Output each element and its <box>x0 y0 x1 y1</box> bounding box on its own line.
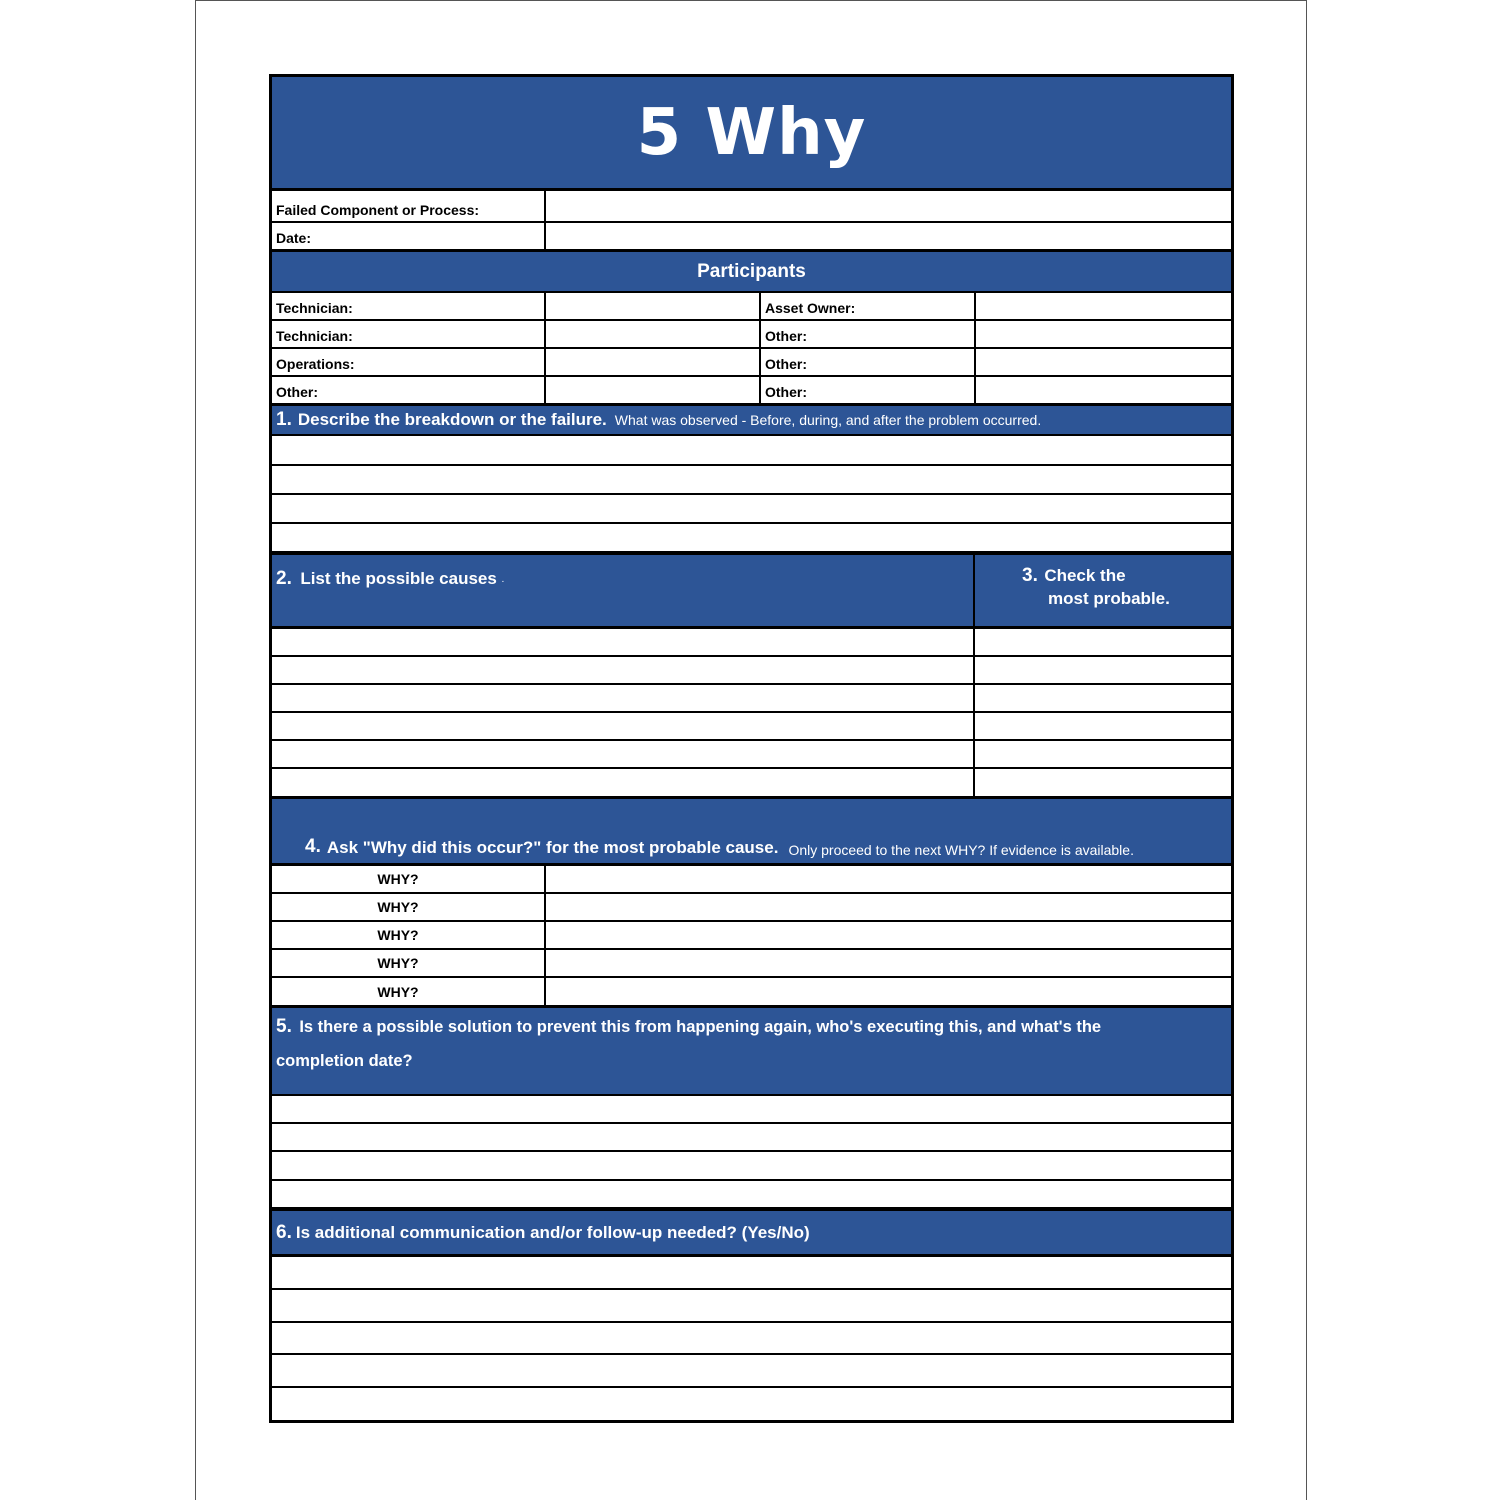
participant-field-asset-owner[interactable] <box>976 293 1231 319</box>
why-label-4: WHY? <box>272 950 544 976</box>
section-3-title-line-1: Check the <box>1044 566 1126 585</box>
why-label-3: WHY? <box>272 922 544 948</box>
participant-field-other-r2[interactable] <box>976 349 1231 375</box>
possible-cause-row-5[interactable] <box>272 741 973 767</box>
section-3-header <box>975 555 1231 626</box>
section-1-row-3[interactable] <box>272 495 1231 522</box>
participant-label-operations: Operations: <box>272 349 544 375</box>
follow-up-row-1[interactable] <box>272 1257 1231 1288</box>
possible-cause-row-6[interactable] <box>272 769 973 796</box>
participant-label-other-r1: Other: <box>761 321 974 347</box>
section-1-row-2[interactable] <box>272 466 1231 493</box>
section-1-number: 1. <box>276 409 292 430</box>
why-label-5: WHY? <box>272 978 544 1005</box>
most-probable-check-4[interactable] <box>975 713 1231 739</box>
section-2-trailing-mark: · <box>501 576 505 587</box>
section-1-subtitle: What was observed - Before, during, and after the problem occurred. <box>614 412 1042 428</box>
why-answer-4[interactable] <box>546 950 1231 976</box>
participant-field-other-r1[interactable] <box>976 321 1231 347</box>
section-5-number: 5. <box>276 1016 292 1037</box>
why-answer-5[interactable] <box>546 978 1231 1005</box>
participant-label-other-l: Other: <box>272 377 544 403</box>
follow-up-row-2[interactable] <box>272 1290 1231 1321</box>
section-2-header <box>272 555 973 626</box>
section-1-row-1[interactable] <box>272 436 1231 464</box>
section-4-title: Ask "Why did this occur?" for the most probable cause. <box>326 838 779 857</box>
section-6-header <box>272 1211 1231 1254</box>
section-5-header <box>272 1008 1231 1094</box>
section-2-title: List the possible causes <box>300 569 497 588</box>
participant-field-technician-2[interactable] <box>546 321 759 347</box>
possible-cause-row-2[interactable] <box>272 657 973 683</box>
section-4-number: 4. <box>305 836 321 857</box>
participant-label-technician-2: Technician: <box>272 321 544 347</box>
why-label-2: WHY? <box>272 894 544 920</box>
solution-row-3[interactable] <box>272 1152 1231 1179</box>
why-answer-1[interactable] <box>546 866 1231 892</box>
participant-field-other-r3[interactable] <box>976 377 1231 403</box>
failed-component-label: Failed Component or Process: <box>272 191 544 221</box>
section-6-number: 6. <box>276 1221 292 1243</box>
form-title: 5 Why <box>272 77 1231 188</box>
date-field[interactable] <box>546 223 1231 249</box>
section-3-title-line-2: most probable. <box>1048 589 1170 608</box>
participant-field-operations[interactable] <box>546 349 759 375</box>
participants-header <box>272 252 1231 291</box>
section-2-number: 2. <box>276 568 292 589</box>
why-answer-2[interactable] <box>546 894 1231 920</box>
follow-up-row-3[interactable] <box>272 1323 1231 1353</box>
section-1-header <box>272 406 1231 434</box>
section-5-title-line-1: Is there a possible solution to prevent this from happening again, who's executing this, and what's the <box>299 1018 1102 1036</box>
possible-cause-row-1[interactable] <box>272 629 973 655</box>
section-3-number: 3. <box>1022 565 1038 586</box>
most-probable-check-3[interactable] <box>975 685 1231 711</box>
participant-label-other-r2: Other: <box>761 349 974 375</box>
participants-header-text: Participants <box>697 260 806 282</box>
participant-label-other-r3: Other: <box>761 377 974 403</box>
most-probable-check-2[interactable] <box>975 657 1231 683</box>
section-4-subtitle: Only proceed to the next WHY? If evidence is available. <box>788 842 1134 858</box>
solution-row-1[interactable] <box>272 1096 1231 1122</box>
section-1-row-4[interactable] <box>272 524 1231 551</box>
section-5-title-line-2: completion date? <box>276 1052 413 1070</box>
five-why-form <box>269 74 1234 1423</box>
section-6-title: Is additional communication and/or follow-up needed? (Yes/No) <box>295 1222 810 1242</box>
failed-component-field[interactable] <box>546 191 1231 221</box>
participant-label-asset-owner: Asset Owner: <box>761 293 974 319</box>
section-4-header <box>272 799 1231 863</box>
follow-up-row-4[interactable] <box>272 1355 1231 1386</box>
why-answer-3[interactable] <box>546 922 1231 948</box>
possible-cause-row-4[interactable] <box>272 713 973 739</box>
possible-cause-row-3[interactable] <box>272 685 973 711</box>
solution-row-2[interactable] <box>272 1124 1231 1150</box>
section-1-title: Describe the breakdown or the failure. <box>297 410 607 429</box>
solution-row-4[interactable] <box>272 1181 1231 1207</box>
why-label-1: WHY? <box>272 866 544 892</box>
date-label: Date: <box>272 223 544 249</box>
participant-field-technician-1[interactable] <box>546 293 759 319</box>
follow-up-row-5[interactable] <box>272 1388 1231 1420</box>
most-probable-check-5[interactable] <box>975 741 1231 767</box>
participant-label-technician-1: Technician: <box>272 293 544 319</box>
most-probable-check-6[interactable] <box>975 769 1231 796</box>
participant-field-other-l[interactable] <box>546 377 759 403</box>
most-probable-check-1[interactable] <box>975 629 1231 655</box>
